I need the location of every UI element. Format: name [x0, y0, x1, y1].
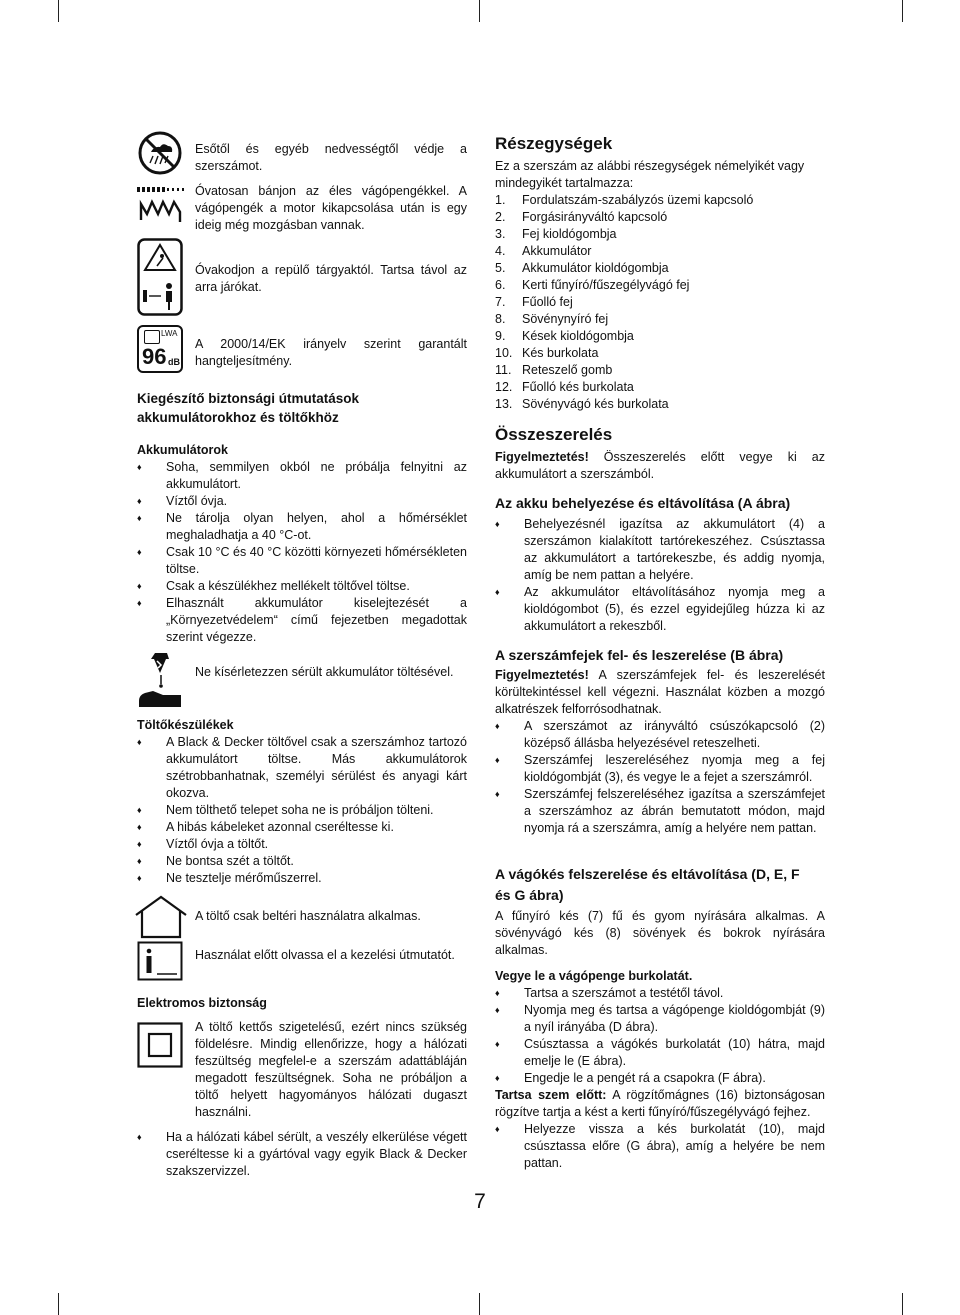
part-number: 13. — [495, 397, 513, 411]
parts-list-item — [495, 260, 825, 277]
parts-list-item — [495, 243, 825, 260]
bullet: ♦ — [495, 519, 500, 529]
list-item — [137, 870, 467, 887]
list-item-text: Csúsztassa a vágókés burkolatát (10) hátra, majd emelje le (E ábra). — [524, 1037, 825, 1068]
part-number: 7. — [495, 295, 506, 309]
part-number: 12. — [495, 380, 513, 394]
list-item — [495, 985, 825, 1002]
list-item-text: Ne tárolja olyan helyen, ahol a hőmérséklet meghaladhatja a 40 °C-ot. — [166, 511, 467, 542]
list-item — [495, 786, 825, 837]
indoor-use-house-icon — [133, 895, 189, 939]
blade-title: A vágókés felszerelése és eltávolítása (D, E, F és G ábra) — [495, 866, 800, 903]
list-item — [137, 459, 467, 493]
part-number: 1. — [495, 193, 506, 207]
bullet: ♦ — [495, 721, 500, 731]
battery-insert-list — [495, 516, 825, 635]
part-name: Sövénynyíró fej — [522, 312, 609, 326]
heads-section — [495, 645, 825, 837]
list-item — [495, 1002, 825, 1036]
bullet: ♦ — [495, 755, 500, 765]
assembly-section — [495, 424, 825, 483]
parts-list-item — [495, 396, 825, 413]
bullet: ♦ — [495, 1039, 500, 1049]
lwa-unit: dB — [168, 357, 180, 367]
list-item-text: Víztől óvja a töltőt. — [166, 837, 269, 851]
holder-label: Tartsa szem előtt: — [495, 1088, 607, 1102]
part-number: 9. — [495, 329, 506, 343]
parts-list-item — [495, 362, 825, 379]
warning-label: Figyelmeztetés! — [495, 450, 589, 464]
list-item — [137, 853, 467, 870]
sharp-blades-icon — [137, 186, 187, 222]
crop-mark — [479, 0, 480, 22]
list-item-text: Csak a készülékhez mellékelt töltővel töltse. — [166, 579, 410, 593]
info-manual-icon — [137, 941, 183, 981]
blade-intro: A fűnyíró kés (7) fű és gyom nyírására alkalmas. A sövényvágó kés (8) sövények és bokrok nyírására alkalmas. — [495, 909, 825, 957]
parts-list-item — [495, 277, 825, 294]
warning-text: Összeszerelés előtt vegye ki az akkumulátort a szerszámból. — [495, 450, 825, 481]
warning-text: A szerszámfejek fel- és leszerelését körültekintéssel kell végezni. Használat közben a mozgó alkatrészek felforrósodhatnak. — [495, 668, 825, 716]
parts-list-item — [495, 328, 825, 345]
list-item — [495, 584, 825, 635]
manual-text: Használat előtt olvassa el a kezelési útmutatót. — [195, 948, 455, 962]
list-item — [137, 819, 467, 836]
cable-item — [137, 1129, 467, 1180]
lwa-label: LWA — [161, 329, 178, 338]
indoor-text: A töltő csak beltéri használatra alkalmas. — [195, 909, 421, 923]
bullet: ♦ — [137, 547, 142, 557]
bullet: ♦ — [137, 856, 142, 866]
part-name: Forgásirányváltó kapcsoló — [522, 210, 668, 224]
warn-objects-text: Óvakodjon a repülő tárgyaktól. Tartsa távol az arra járókat. — [195, 263, 467, 294]
crop-mark — [58, 0, 59, 22]
part-name: Akkumulátor kioldógombja — [522, 261, 669, 275]
cover-title: Vegye le a vágópenge burkolatát. — [495, 969, 693, 983]
parts-list-item — [495, 379, 825, 396]
part-number: 11. — [495, 363, 512, 377]
holder-text: A rögzítőmágnes (16) biztonságosan rögzítve tartja a kést a kerti fűnyíró/fűszegélyvágó fejhez. — [495, 1088, 825, 1119]
flying-objects-icon — [137, 238, 183, 316]
crop-mark — [902, 0, 903, 22]
parts-intro: Ez a szerszám az alábbi részegységek némelyikét vagy mindegyikét tartalmazza: — [495, 159, 805, 190]
part-name: Kés burkolata — [522, 346, 599, 360]
list-item — [137, 493, 467, 510]
list-item — [137, 544, 467, 578]
final-item-text: Helyezze vissza a kés burkolatát (10), majd csúsztassa előre (G ábra), amíg a helyére be nem pattan. — [524, 1122, 825, 1170]
list-item-text: Ne tesztelje mérőműszerrel. — [166, 871, 322, 885]
crop-mark — [479, 1293, 480, 1315]
double-insulation-text: A töltő kettős szigetelésű, ezért nincs szükség földelésre. Mindig ellenőrizze, hogy a hálózati feszültség megfelel-e a szerszám adattábláján megadott feszültségnek. Soha ne próbáljon a töltő helyett hagyományos hálózati dugaszt használni. — [195, 1020, 467, 1119]
bullet: ♦ — [495, 789, 500, 799]
part-number: 10. — [495, 346, 513, 360]
speaker-icon — [144, 330, 160, 344]
part-number: 2. — [495, 210, 506, 224]
final-item — [495, 1121, 825, 1172]
part-name: Sövényvágó kés burkolata — [522, 397, 669, 411]
batteries-list — [137, 459, 467, 646]
list-item-text: Engedje le a pengét rá a csapokra (F ábra). — [524, 1071, 766, 1085]
part-number: 8. — [495, 312, 506, 326]
list-item-text: Nem tölthető telepet soha ne is próbáljon tölteni. — [166, 803, 434, 817]
batteries-title: Akkumulátorok — [137, 443, 228, 457]
chargers-title: Töltőkészülékek — [137, 718, 234, 732]
bullet: ♦ — [137, 513, 142, 523]
parts-section — [495, 133, 825, 413]
heads-title: A szerszámfejek fel- és leszerelése (B ábra) — [495, 647, 784, 663]
bullet: ♦ — [137, 805, 142, 815]
cover-list — [495, 985, 825, 1087]
warn-blades-text: Óvatosan bánjon az éles vágópengékkel. A vágópengék a motor kikapcsolása után is egy ideig még mozgásban vannak. — [195, 184, 467, 232]
double-insulation-icon — [137, 1022, 183, 1068]
list-item — [495, 718, 825, 752]
parts-list-item — [495, 345, 825, 362]
bullet: ♦ — [137, 822, 142, 832]
heads-warning — [495, 667, 825, 718]
extra-safety-title: Kiegészítő biztonsági útmutatások akkumulátorokhoz és töltőkhöz — [137, 391, 360, 425]
list-item — [495, 1070, 825, 1087]
parts-list — [495, 192, 825, 413]
parts-list-item — [495, 209, 825, 226]
list-item-text: Behelyezésnél igazítsa az akkumulátort (4) a szerszámon kialakított tartórekeszéhez. Csúsztassa az akkumulátort a tartórekeszbe, és addig nyomja, amíg be nem pattan a helyére. — [524, 517, 825, 582]
crop-mark — [58, 1293, 59, 1315]
part-number: 6. — [495, 278, 506, 292]
chargers-list — [137, 734, 467, 887]
part-name: Fűolló fej — [522, 295, 573, 309]
part-name: Fordulatszám-szabályzós üzemi kapcsoló — [522, 193, 754, 207]
heads-list — [495, 718, 825, 837]
bullet: ♦ — [495, 1073, 500, 1083]
parts-list-item — [495, 294, 825, 311]
part-name: Reteszelő gomb — [522, 363, 613, 377]
parts-title: Részegységek — [495, 134, 613, 153]
warn-rain-text: Esőtől és egyéb nedvességtől védje a szerszámot. — [195, 142, 467, 173]
part-number: 3. — [495, 227, 506, 241]
list-item-text: Csak 10 °C és 40 °C közötti környezeti hőmérsékleten töltse. — [166, 545, 467, 576]
bullet: ♦ — [137, 873, 142, 883]
bullet: ♦ — [137, 737, 142, 747]
part-name: Fej kioldógombja — [522, 227, 617, 241]
list-item-text: A hibás kábeleket azonnal cseréltesse ki. — [166, 820, 394, 834]
list-item — [137, 510, 467, 544]
list-item — [137, 836, 467, 853]
list-item — [495, 1036, 825, 1070]
list-item-text: Víztől óvja. — [166, 494, 228, 508]
no-rain-icon — [137, 130, 183, 176]
warn-noise-text: A 2000/14/EK irányelv szerint garantált hangteljesítmény. — [195, 337, 467, 368]
bullet: ♦ — [137, 598, 142, 608]
list-item — [495, 752, 825, 786]
warning-label: Figyelmeztetés! — [495, 668, 589, 682]
list-item — [137, 595, 467, 646]
page-number: 7 — [474, 1190, 486, 1213]
list-item-text: Soha, semmilyen okból ne próbálja felnyitni az akkumulátort. — [166, 460, 467, 491]
list-item-text: A Black & Decker töltővel csak a szerszámhoz tartozó akkumulátort töltse. Más akkumulátorok szétrobbanhatnak, személyi sérülést és anyagi kárt okozva. — [166, 735, 467, 800]
part-number: 5. — [495, 261, 506, 275]
blade-section — [495, 864, 825, 959]
list-item-text: A szerszámot az irányváltó csúszókapcsoló (2) középső állásba helyezésével reteszelheti. — [524, 719, 825, 750]
list-item-text: Szerszámfej felszereléséhez igazítsa a szerszámfejet a szerszámhoz az ábrán bemutatott módon, majd nyomja rá a szerszámra, amíg a helyére nem pattan. — [524, 787, 825, 835]
chargers-section — [137, 717, 467, 887]
electrical-safety-title: Elektromos biztonság — [137, 996, 267, 1010]
list-item-text: Az akkumulátor eltávolításához nyomja meg a kioldógombot (5), és ezzel egyidejűleg húzza ki az akkumulátort a rekeszből. — [524, 585, 825, 633]
bullet: ♦ — [137, 581, 142, 591]
bullet: ♦ — [495, 988, 500, 998]
bullet: ♦ — [495, 587, 500, 597]
part-number: 4. — [495, 244, 506, 258]
list-item-text: Szerszámfej leszereléséhez nyomja meg a fej kioldógombját (3), és vegye le a fejet a szerszámról. — [524, 753, 825, 784]
damaged-battery-icon — [137, 651, 187, 709]
warn-damaged-text: Ne kísérletezzen sérült akkumulátor töltésével. — [195, 665, 454, 679]
bullet: ♦ — [137, 1132, 142, 1142]
list-item — [137, 578, 467, 595]
parts-list-item — [495, 311, 825, 328]
part-name: Fűolló kés burkolata — [522, 380, 634, 394]
batteries-section — [137, 442, 467, 646]
battery-insert-section — [495, 493, 825, 635]
bullet: ♦ — [495, 1124, 500, 1134]
crop-mark — [902, 1293, 903, 1315]
part-name: Kerti fűnyíró/fűszegélyvágó fej — [522, 278, 690, 292]
noise-level-badge — [137, 325, 183, 373]
cover-section — [495, 968, 825, 1172]
parts-list-item — [495, 226, 825, 243]
list-item-text: Tartsa a szerszámot a testétől távol. — [524, 986, 724, 1000]
bullet: ♦ — [137, 839, 142, 849]
list-item — [495, 516, 825, 584]
holder-note — [495, 1087, 825, 1121]
assembly-warning — [495, 449, 825, 483]
list-item — [137, 802, 467, 819]
list-item-text: Ne bontsa szét a töltőt. — [166, 854, 294, 868]
part-name: Kések kioldógombja — [522, 329, 634, 343]
list-item-text: Nyomja meg és tartsa a vágópenge kioldógombját (9) a nyíl irányába (D ábra). — [524, 1003, 825, 1034]
battery-insert-title: Az akku behelyezése és eltávolítása (A ábra) — [495, 495, 791, 511]
cable-item-text: Ha a hálózati kábel sérült, a veszély elkerülése végett cseréltesse ki a gyártóval vagy egyik Black & Decker szakszervizzel. — [166, 1130, 467, 1178]
list-item-text: Elhasznált akkumulátor kiselejtezését a „Környezetvédelem“ című fejezetben megadottak szerint végezze. — [166, 596, 467, 644]
bullet: ♦ — [137, 462, 142, 472]
assembly-title: Összeszerelés — [495, 425, 613, 444]
parts-list-item — [495, 192, 825, 209]
lwa-value: 96 — [142, 344, 167, 369]
bullet: ♦ — [495, 1005, 500, 1015]
list-item — [137, 734, 467, 802]
bullet: ♦ — [137, 496, 142, 506]
part-name: Akkumulátor — [522, 244, 592, 258]
